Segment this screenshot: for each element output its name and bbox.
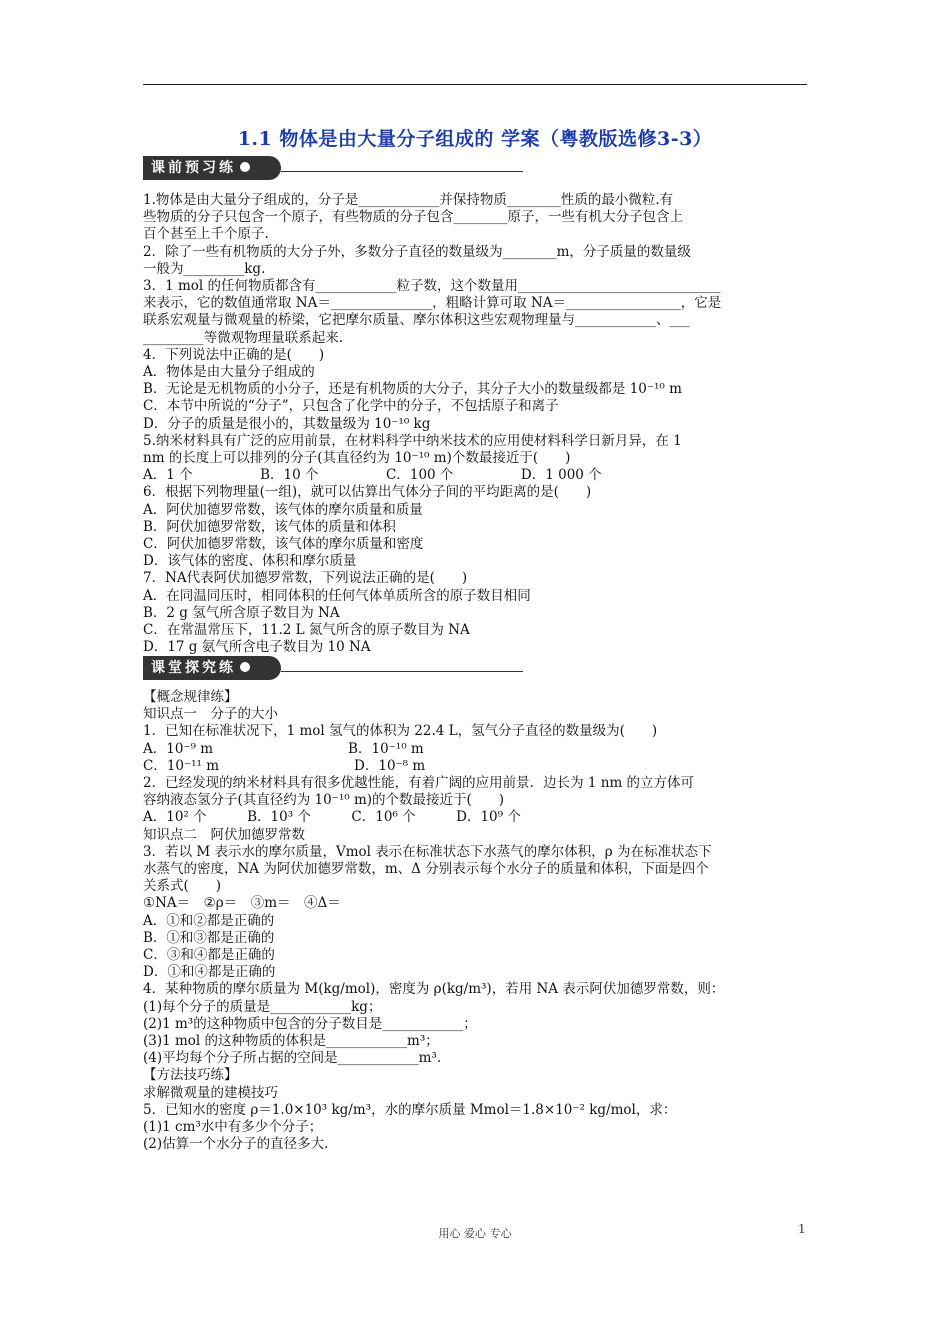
- text-line: 百个甚至上千个原子.: [143, 226, 269, 243]
- text-line: A．10⁻⁹ m B．10⁻¹⁰ m: [143, 740, 424, 757]
- text-line: 关系式( ): [143, 878, 222, 895]
- text-line: 【方法技巧练】: [143, 1067, 238, 1084]
- text-line: B．2 g 氢气所含原子数目为 NA: [143, 604, 340, 621]
- text-line: 些物质的分子只包含一个原子，有些物质的分子包含________原子，一些有机大分子包含上: [143, 209, 683, 226]
- preview-exercises: [143, 192, 807, 656]
- text-line: 来表示，它的数值通常取 NA＝_______________，粗略计算可取 NA＝_________________，它是: [143, 295, 722, 312]
- section-label: 课前预习练: [151, 160, 236, 176]
- text-line: A．1 个 B．10 个 C．100 个 D．1 000 个: [143, 467, 602, 484]
- text-line: C．③和④都是正确的: [143, 947, 275, 964]
- section-rule: [281, 671, 523, 672]
- document-title: 1.1 物体是由大量分子组成的 学案（粤教版选修3-3）: [237, 128, 713, 150]
- section-rule: [281, 171, 523, 172]
- text-line: 5.纳米材料具有广泛的应用前景，在材料科学中纳米技术的应用使材料科学日新月异，在 1: [143, 432, 682, 449]
- text-line: 3．若以 M 表示水的摩尔质量，Vmol 表示在标准状态下水蒸气的摩尔体积，ρ 为在标准状态下: [143, 843, 712, 860]
- page-footer: 用心 爱心 专心: [438, 1227, 512, 1240]
- text-line: C．在常温常压下，11.2 L 氮气所含的原子数目为 NA: [143, 622, 470, 639]
- section-label-pill: [143, 156, 281, 180]
- text-line: 容纳液态氢分子(其直径约为 10⁻¹⁰ m)的个数最接近于( ): [143, 792, 505, 809]
- text-line: 联系宏观量与微观量的桥梁，它把摩尔质量、摩尔体积这些宏观物理量与____________、___: [143, 312, 690, 329]
- page-number: 1: [798, 1222, 806, 1236]
- text-line: ①NA＝ ②ρ＝ ③m＝ ④Δ＝: [143, 895, 341, 912]
- classroom-exercises: [143, 689, 807, 1153]
- text-line: 知识点二 阿伏加德罗常数: [143, 826, 305, 843]
- text-line: B．①和③都是正确的: [143, 929, 275, 946]
- text-line: C．10⁻¹¹ m D．10⁻⁸ m: [143, 757, 426, 774]
- text-line: C．本节中所说的“分子”，只包含了化学中的分子，不包括原子和离子: [143, 398, 559, 415]
- text-line: (2)1 m³的这种物质中包含的分子数目是____________；: [143, 1015, 477, 1032]
- text-line: A．物体是由大量分子组成的: [143, 364, 315, 381]
- text-line: (4)平均每个分子所占据的空间是____________m³.: [143, 1050, 442, 1067]
- text-line: 3．1 mol 的任何物质都含有____________粒子数，这个数量用______________________________: [143, 278, 721, 295]
- text-line: A．①和②都是正确的: [143, 912, 275, 929]
- text-line: D．分子的质量是很小的，其数量级为 10⁻¹⁰ kg: [143, 415, 431, 432]
- text-line: 求解微观量的建模技巧: [143, 1084, 278, 1101]
- text-line: B．阿伏加德罗常数，该气体的质量和体积: [143, 518, 396, 535]
- text-line: 5．已知水的密度 ρ＝1.0×10³ kg/m³，水的摩尔质量 Mmol＝1.8×10⁻² kg/mol，求：: [143, 1101, 677, 1118]
- text-line: B．无论是无机物质的小分子，还是有机物质的大分子，其分子大小的数量级都是 10⁻¹⁰ m: [143, 381, 682, 398]
- text-line: 2．除了一些有机物质的大分子外，多数分子直径的数量级为________m，分子质量的数量级: [143, 243, 691, 260]
- bullet-dot-icon: [240, 662, 250, 672]
- text-line: (1)每个分子的质量是____________kg；: [143, 998, 382, 1015]
- text-line: D．该气体的密度、体积和摩尔质量: [143, 553, 357, 570]
- text-line: C．阿伏加德罗常数，该气体的摩尔质量和密度: [143, 536, 424, 553]
- text-line: A．10² 个 B．10³ 个 C．10⁶ 个 D．10⁹ 个: [143, 809, 521, 826]
- text-line: 4．下列说法中正确的是( ): [143, 346, 325, 363]
- section-label-pill: [143, 656, 281, 680]
- header-rule: [143, 84, 807, 85]
- text-line: 1.物体是由大量分子组成的，分子是____________并保持物质________性质的最小微粒.有: [143, 192, 674, 208]
- text-line: 6．根据下列物理量(一组)，就可以估算出气体分子间的平均距离的是( ): [143, 484, 592, 501]
- text-line: 【概念规律练】: [143, 689, 238, 705]
- text-line: D．17 g 氨气所含电子数目为 10 NA: [143, 639, 371, 656]
- section-header-preview: [143, 156, 523, 180]
- text-line: 水蒸气的密度，NA 为阿伏加德罗常数，m、Δ 分别表示每个水分子的质量和体积，下面是四个: [143, 861, 709, 878]
- text-line: 7．NA代表阿伏加德罗常数，下列说法正确的是( ): [143, 570, 468, 587]
- text-line: 2．已经发现的纳米材料具有很多优越性能，有着广阔的应用前景．边长为 1 nm 的立方体可: [143, 775, 695, 792]
- section-label: 课堂探究练: [151, 660, 236, 676]
- text-line: A．在同温同压时，相同体积的任何气体单质所含的原子数目相同: [143, 587, 531, 604]
- text-line: 4．某种物质的摩尔质量为 M(kg/mol)，密度为 ρ(kg/m³)，若用 NA 表示阿伏加德罗常数，则：: [143, 981, 725, 998]
- text-line: nm 的长度上可以排列的分子(其直径约为 10⁻¹⁰ m)个数最接近于( ): [143, 450, 571, 467]
- text-line: (3)1 mol 的这种物质的体积是____________m³；: [143, 1033, 439, 1050]
- text-line: (1)1 cm³水中有多少个分子；: [143, 1119, 323, 1136]
- text-line: (2)估算一个水分子的直径多大.: [143, 1136, 329, 1153]
- section-header-classroom: [143, 656, 523, 680]
- text-line: A．阿伏加德罗常数，该气体的摩尔质量和质量: [143, 501, 423, 518]
- bullet-dot-icon: [240, 162, 250, 172]
- text-line: _________等微观物理量联系起来.: [143, 329, 344, 346]
- text-line: 知识点一 分子的大小: [143, 706, 278, 723]
- text-line: 一般为_________kg.: [143, 260, 266, 277]
- text-line: D．①和④都是正确的: [143, 964, 276, 981]
- text-line: 1．已知在标准状况下，1 mol 氢气的体积为 22.4 L，氢气分子直径的数量级为( ): [143, 723, 658, 740]
